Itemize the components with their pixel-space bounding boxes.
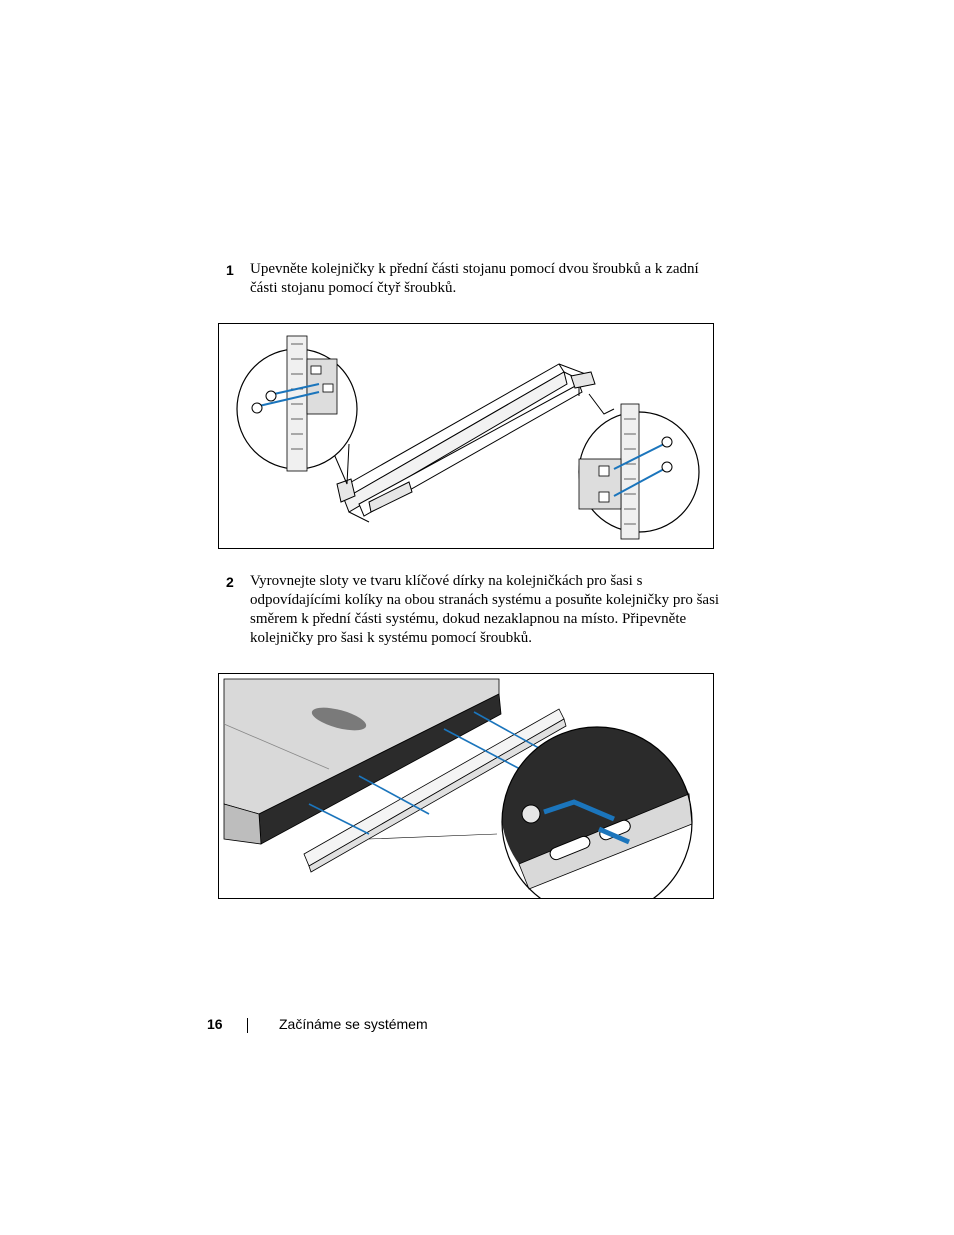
front-rack-detail-callout: [237, 336, 357, 471]
step-number: 1: [226, 262, 234, 278]
step-text: Vyrovnejte sloty ve tvaru klíčové dírky na kolejničkách pro šasi s odpovídajícími kolíky na obou stranách systému a posuňte kolejničky pro šasi směrem k přední části systému, dokud nezaklapnou na místo. Připevněte kolejničky pro šasi k systému pomocí šroubků.: [250, 573, 720, 646]
keyhole-detail-callout: [502, 727, 692, 898]
chassis-rail-illustration: [219, 674, 713, 898]
step-number: 2: [226, 574, 234, 590]
step-text: Upevněte kolejničky k přední části stojanu pomocí dvou šroubků a k zadní části stojanu pomocí čtyř šroubků.: [250, 261, 699, 296]
footer-divider: [247, 1018, 248, 1033]
footer-section-title: Začínáme se systémem: [279, 1016, 428, 1032]
figure-rail-installation: [218, 323, 714, 549]
page-number: 16: [207, 1016, 223, 1032]
rail-installation-illustration: [219, 324, 713, 548]
rear-rack-detail-callout: [579, 404, 699, 539]
figure-chassis-rail-attachment: [218, 673, 714, 899]
system-chassis: [224, 679, 501, 844]
